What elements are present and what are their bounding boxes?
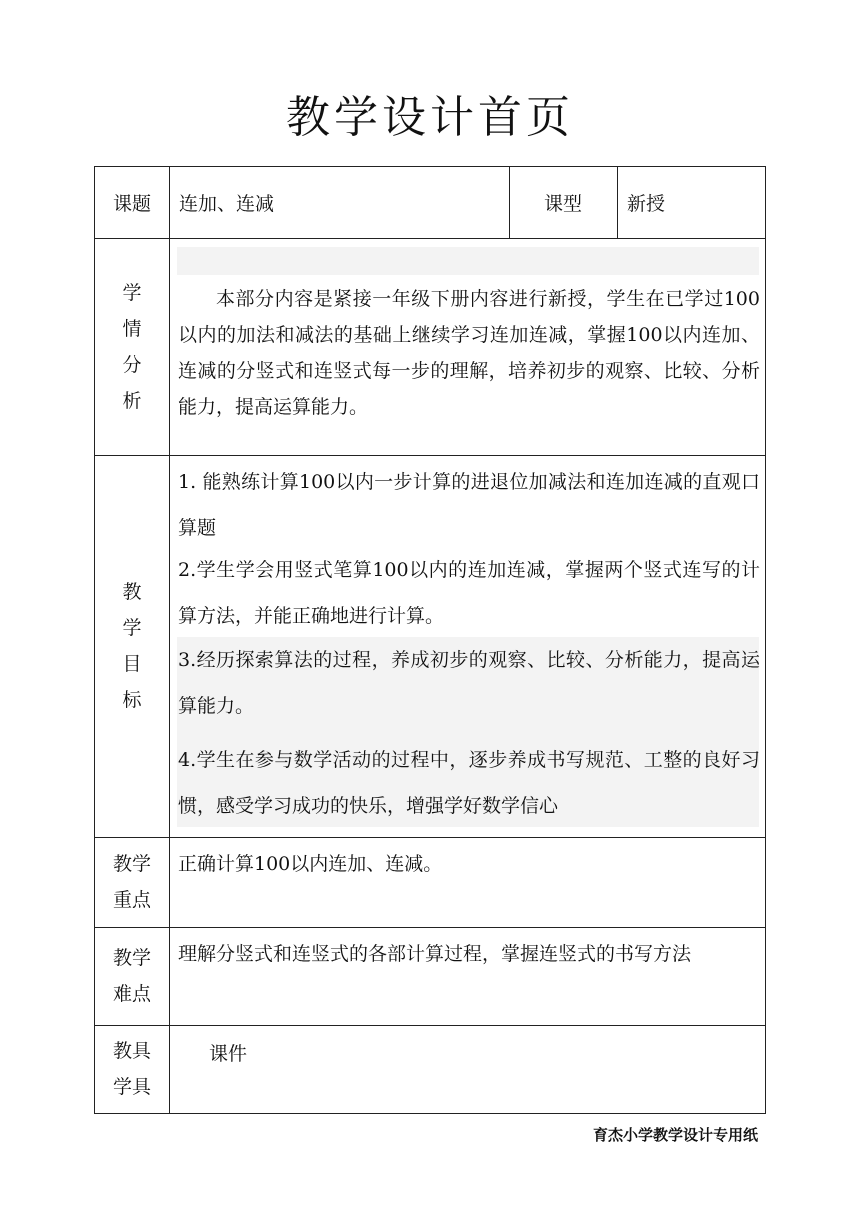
lesson-type-label: 课型 — [543, 193, 582, 215]
tools-label — [95, 1025, 169, 1113]
row-divider — [95, 837, 765, 838]
key-points-text: 正确计算100以内连加、连减。 — [178, 853, 443, 875]
goal-item: 3.经历探索算法的过程，养成初步的观察、比较、分析能力，提高运算能力。 — [178, 649, 760, 717]
row-divider — [95, 238, 765, 239]
topic-label: 课题 — [112, 193, 151, 215]
goal-item: 4.学生在参与数学活动的过程中，逐步养成书写规范、工整的良好习惯，感受学习成功的快乐，增强学好数学信心 — [178, 749, 760, 817]
goals-label-char: 学 — [122, 617, 142, 639]
footer-note: 育杰小学教学设计专用纸 — [592, 1126, 758, 1144]
analysis-label — [95, 238, 169, 455]
column-divider — [617, 167, 618, 238]
key-points-label-line: 重点 — [112, 889, 151, 911]
goal-item: 2.学生学会用竖式笔算100以内的连加连减，掌握两个竖式连写的计算方法，并能正确地进行计算。 — [178, 559, 760, 627]
lesson-plan-table — [94, 166, 766, 1114]
tools-text: 课件 — [209, 1043, 248, 1065]
analysis-label-char: 学 — [122, 281, 142, 304]
analysis-text: 本部分内容是紧接一年级下册内容进行新授，学生在已学过100以内的加法和减法的基础上继续学习连加连减，掌握100以内连加、连减的分竖式和连竖式每一步的理解，培养初步的观察、比较、分析能力，提高运算能力。 — [178, 288, 760, 418]
row-divider — [95, 1025, 765, 1026]
goals-label — [95, 455, 169, 837]
page-title: 教学设计首页 — [286, 92, 574, 143]
difficulties-label-line: 难点 — [112, 983, 151, 1005]
analysis-label-char: 析 — [122, 389, 142, 412]
lesson-type-value: 新授 — [627, 193, 666, 215]
difficulties-label — [95, 927, 169, 1025]
shaded-band — [177, 247, 759, 275]
analysis-label-char: 分 — [122, 353, 142, 376]
goals-label-char: 标 — [122, 689, 142, 711]
key-points-label — [95, 837, 169, 927]
analysis-label-char: 情 — [122, 317, 142, 340]
tools-label-line: 教具 — [112, 1040, 151, 1062]
topic-value: 连加、连减 — [179, 193, 275, 215]
column-divider — [169, 167, 170, 1113]
goals-label-char: 目 — [122, 653, 142, 675]
difficulties-label-line: 教学 — [112, 947, 151, 969]
tools-label-line: 学具 — [112, 1076, 151, 1098]
difficulties-text: 理解分竖式和连竖式的各部计算过程，掌握连竖式的书写方法 — [178, 943, 692, 965]
key-points-label-line: 教学 — [112, 853, 151, 875]
row-divider — [95, 927, 765, 928]
goal-item: 1. 能熟练计算100以内一步计算的进退位加减法和连加连减的直观口算题 — [178, 471, 760, 539]
row-divider — [95, 455, 765, 456]
goals-label-char: 教 — [122, 581, 142, 603]
